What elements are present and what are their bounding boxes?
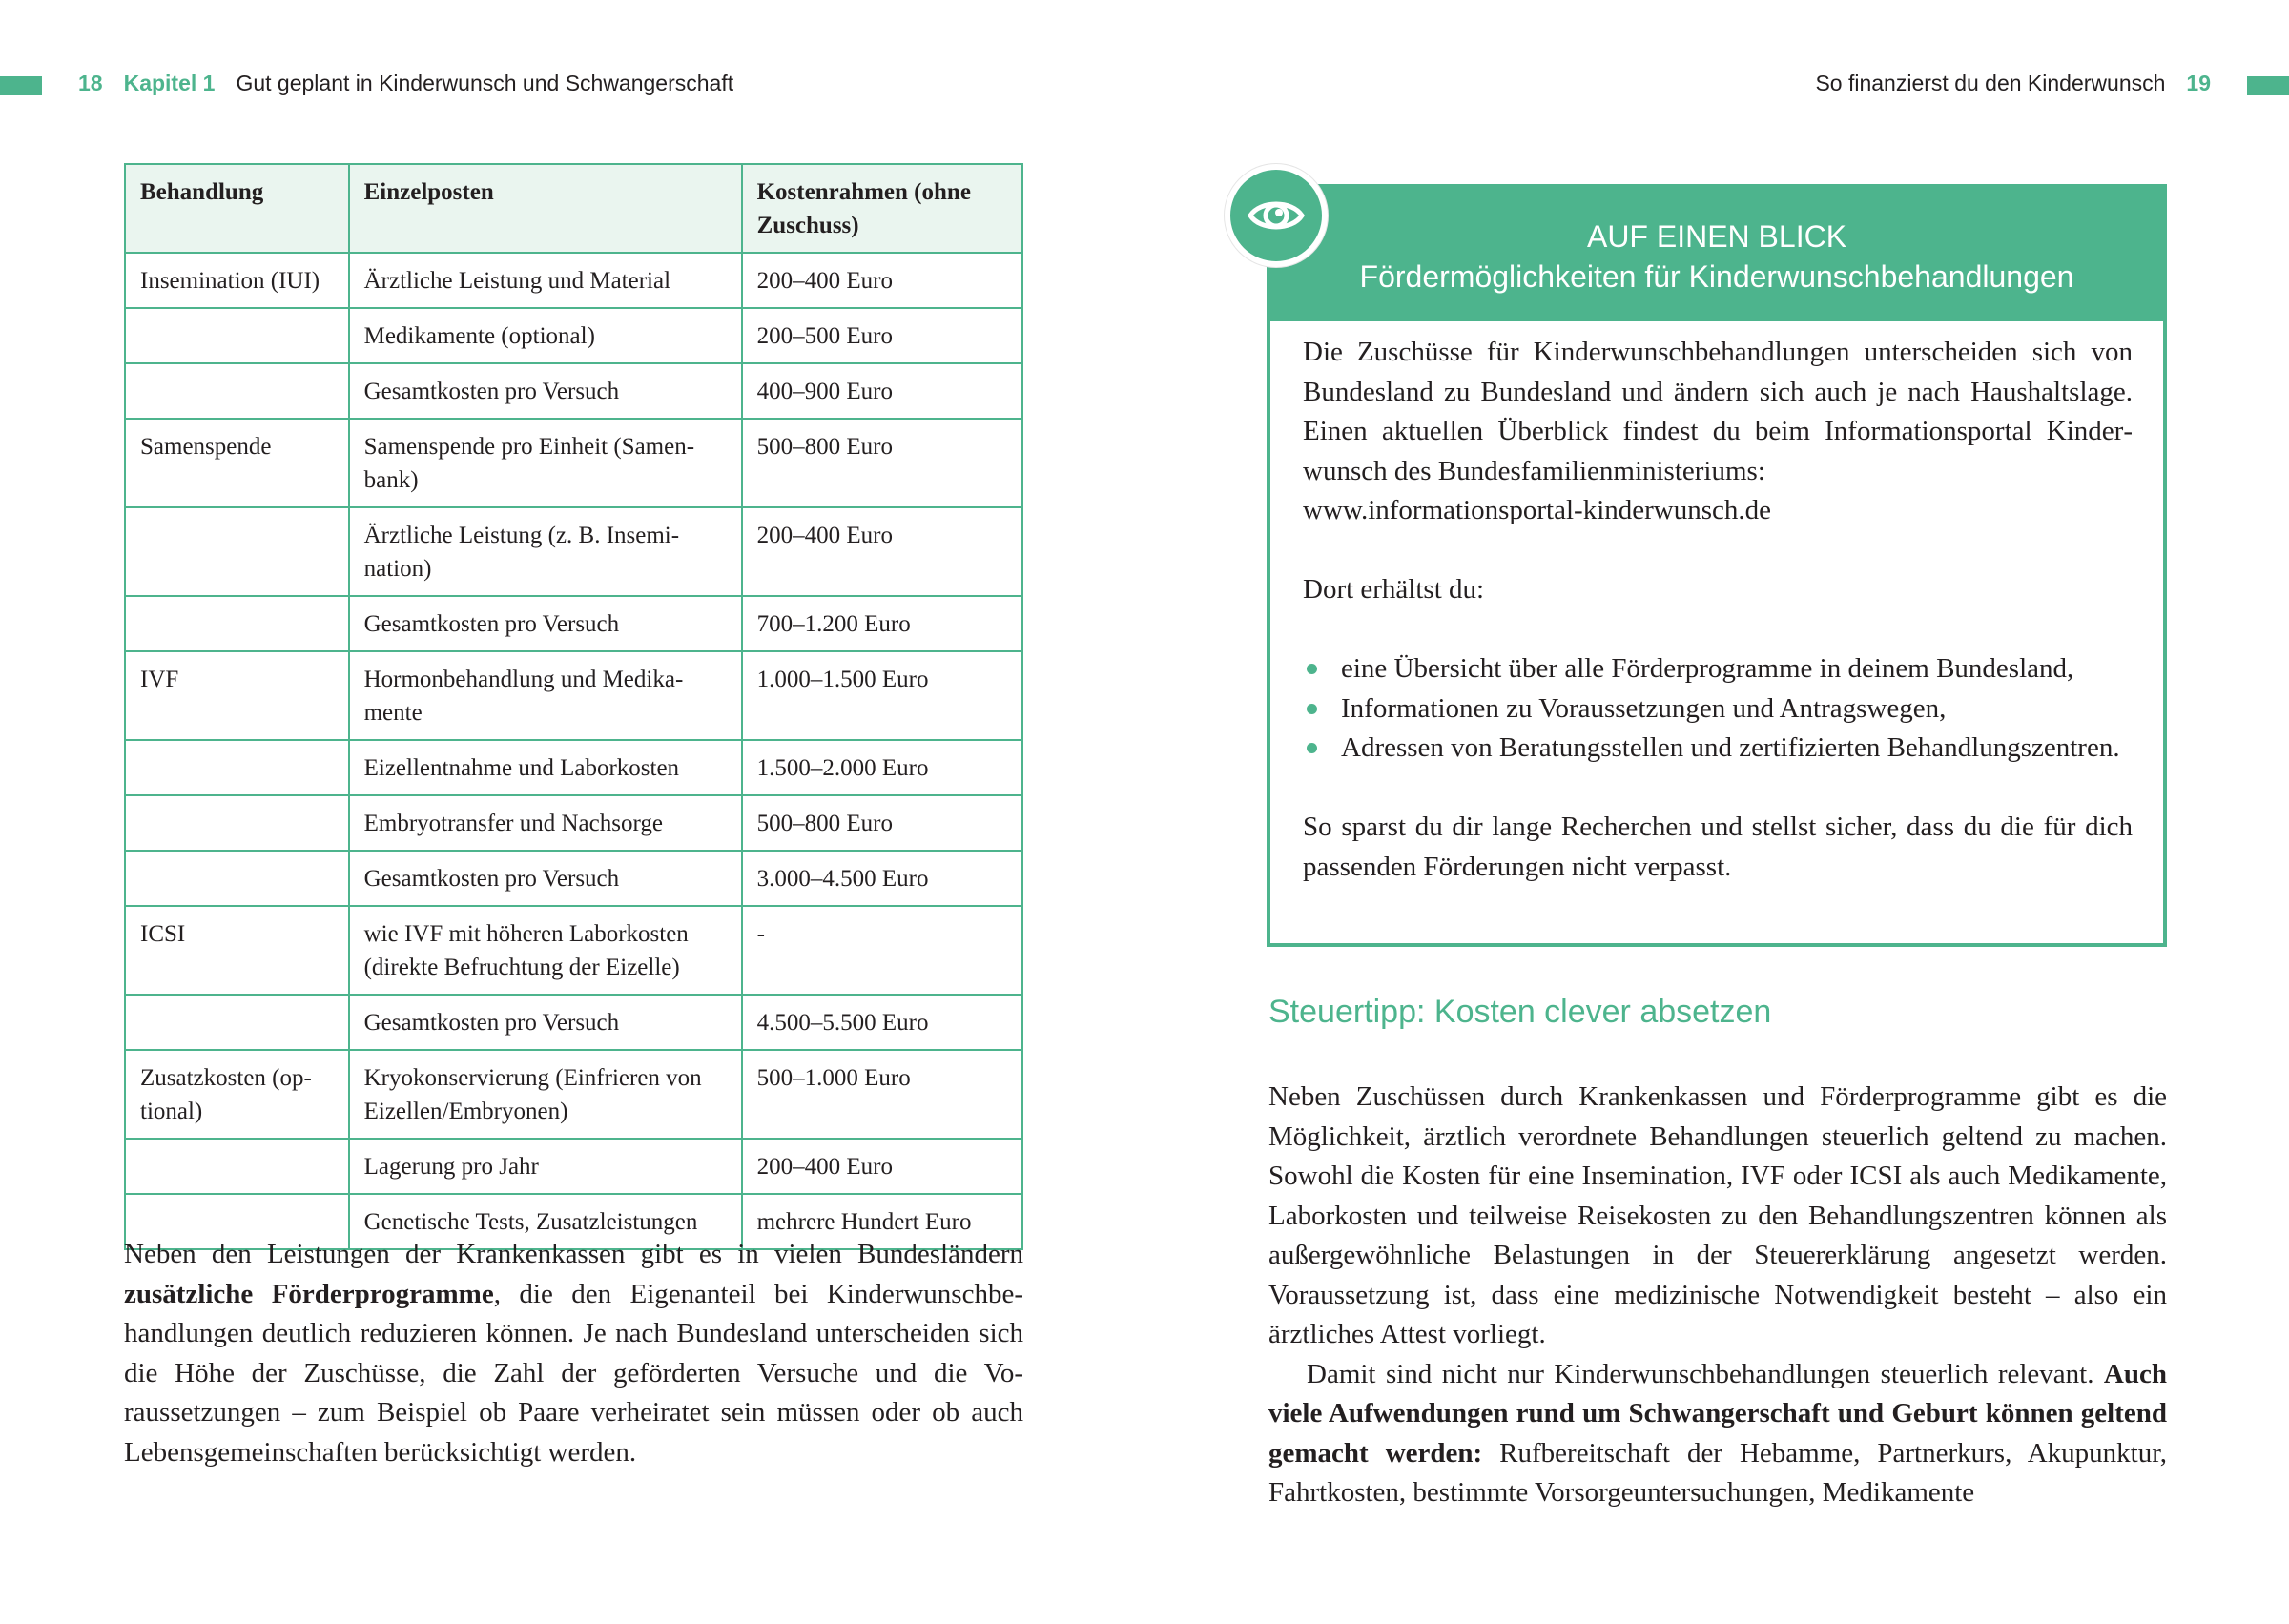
- table-cell: [125, 740, 349, 795]
- chapter-label: Kapitel 1: [123, 71, 216, 95]
- table-row: [125, 507, 1022, 596]
- table-row: [125, 740, 1022, 795]
- table-cell: [125, 995, 349, 1050]
- table-cell: 1.000–1.500 Euro: [742, 651, 1022, 740]
- table-cell: 1.500–2.000 Euro: [742, 740, 1022, 795]
- list-item: Adressen von Beratungsstellen und zertifizierten Behandlungszentren.: [1303, 729, 2133, 769]
- table-cell: 200–500 Euro: [742, 308, 1022, 363]
- table-cell: 3.000–4.500 Euro: [742, 851, 1022, 906]
- table-cell: Gesamtkosten pro Versuch: [349, 851, 742, 906]
- table-cell: 200–400 Euro: [742, 507, 1022, 596]
- running-header-right: [1815, 71, 2211, 96]
- table-cell: 4.500–5.500 Euro: [742, 995, 1022, 1050]
- tip-paragraph-2-bold: Auch viele Aufwendungen rund um Schwangerschaft und Geburt können geltend gemacht werden:: [1268, 1358, 2167, 1469]
- info-badge: [1225, 164, 1328, 267]
- info-box: [1267, 184, 2167, 947]
- tip-paragraph-2-text: Damit sind nicht nur Kinderwunschbehandlungen steuerlich relevant.: [1307, 1358, 2104, 1389]
- table-cell: Samenspende pro Einheit (Samenbank): [349, 419, 742, 507]
- eye-icon: [1247, 186, 1306, 245]
- table-cell: 500–800 Euro: [742, 419, 1022, 507]
- info-bullet-list: [1303, 649, 2133, 769]
- info-intro: Die Zuschüsse für Kinderwunschbehandlungen unterscheiden sich von Bundesland zu Bundesland und ändern sich auch je nach Haushaltslage. Einen aktuellen Überblick findest du beim Informationsportal Kinderwunsch des Bundesfamilienministeriums:: [1303, 337, 2133, 486]
- table-cell: 200–400 Euro: [742, 253, 1022, 308]
- table-cell: 500–1.000 Euro: [742, 1050, 1022, 1139]
- table-row: [125, 596, 1022, 651]
- table-row: [125, 651, 1022, 740]
- table-cell: 200–400 Euro: [742, 1139, 1022, 1194]
- table-cell: [125, 1139, 349, 1194]
- table-cell: mehrere Hundert Euro: [742, 1194, 1022, 1249]
- info-box-body: [1303, 188, 2133, 887]
- table-cell: Genetische Tests, Zusatzleistungen: [349, 1194, 742, 1249]
- table-cell: Embryotransfer und Nachsorge: [349, 795, 742, 851]
- table-cell: [125, 507, 349, 596]
- table-cell: Zusatzkosten (optional): [125, 1050, 349, 1139]
- list-item: Informationen zu Voraussetzungen und Antragswegen,: [1303, 689, 2133, 730]
- table-cell: [125, 308, 349, 363]
- table-cell: [125, 851, 349, 906]
- table-cell: Lagerung pro Jahr: [349, 1139, 742, 1194]
- table-cell: Ärztliche Leistung (z. B. Insemination): [349, 507, 742, 596]
- info-lead: Dort erhältst du:: [1303, 574, 1485, 605]
- table-header-row: [125, 164, 1022, 253]
- page-number-left: 18: [78, 71, 103, 95]
- edge-marker-right: [2247, 76, 2289, 95]
- edge-marker-left: [0, 76, 42, 95]
- running-header-left: [78, 71, 733, 96]
- tip-paragraph-1: Neben Zuschüssen durch Krankenkassen und Förderprogramme gibt es die Möglichkeit, ärztlich verordnete Behandlungen steuerlich geltend zu machen. Sowohl die Kosten für eine Insemination, IVF oder ICSI als auch Medikamente, Laborkosten und teilweise Reisekosten zu den Behandlungszentren können als außergewöhnliche Belastungen in der Steuererklärung angesetzt werden. Voraussetzung ist, dass eine medizinische Notwendigkeit besteht – also ein ärztliches Attest vorliegt.: [1268, 1081, 2167, 1349]
- left-body-bold: zusätzliche Förderprogramme: [124, 1278, 494, 1309]
- table-cell: Gesamtkosten pro Versuch: [349, 596, 742, 651]
- table-cell: Ärztliche Leistung und Material: [349, 253, 742, 308]
- table-cell: IVF: [125, 651, 349, 740]
- section-title: So finanzierst du den Kinderwunsch: [1815, 71, 2166, 95]
- table-cell: ICSI: [125, 906, 349, 995]
- table-cell: 500–800 Euro: [742, 795, 1022, 851]
- left-body-paragraph: [124, 1235, 1023, 1472]
- column-header-kostenrahmen: Kostenrahmen (ohne Zuschuss): [742, 164, 1022, 253]
- table-row: [125, 363, 1022, 419]
- table-row: [125, 308, 1022, 363]
- table-cell: 400–900 Euro: [742, 363, 1022, 419]
- column-header-behandlung: Behandlung: [125, 164, 349, 253]
- table-cell: -: [742, 906, 1022, 995]
- table-cell: 700–1.200 Euro: [742, 596, 1022, 651]
- table-cell: wie IVF mit höheren Laborkosten (direkte Befruchtung der Eizelle): [349, 906, 742, 995]
- table-cell: Eizellentnahme und Laborkosten: [349, 740, 742, 795]
- table-row: [125, 1050, 1022, 1139]
- table-row: [125, 795, 1022, 851]
- table-cell: Insemination (IUI): [125, 253, 349, 308]
- table-cell: Kryokonservierung (Einfrieren von Eizellen/Embryonen): [349, 1050, 742, 1139]
- table-cell: Medikamente (optional): [349, 308, 742, 363]
- tip-paragraph-2: [1268, 1355, 2167, 1513]
- info-url-link[interactable]: www.informationsportal-kinderwunsch.de: [1303, 495, 1772, 525]
- table-row: [125, 253, 1022, 308]
- table-cell: Gesamtkosten pro Versuch: [349, 995, 742, 1050]
- page-number-right: 19: [2186, 71, 2211, 95]
- info-closing: So sparst du dir lange Recherchen und stellst sicher, dass du die für dich passenden Förderungen nicht verpasst.: [1303, 812, 2133, 882]
- table-row: [125, 995, 1022, 1050]
- table-row: [125, 851, 1022, 906]
- book-title: Gut geplant in Kinderwunsch und Schwangerschaft: [236, 71, 734, 95]
- table-row: [125, 419, 1022, 507]
- column-header-einzelposten: Einzelposten: [349, 164, 742, 253]
- table-cell: Samenspende: [125, 419, 349, 507]
- cost-table: [124, 163, 1023, 1250]
- info-box-title: AUF EINEN BLICK: [1586, 219, 1847, 254]
- tip-paragraph-2-end: Rufbereitschaft der Hebamme, Partnerkurs, Akupunktur, Fahrtkosten, bestimmte Vorsorgeuntersuchungen, Medikamente: [1268, 1437, 2167, 1508]
- table-row: [125, 906, 1022, 995]
- table-cell: Gesamtkosten pro Versuch: [349, 363, 742, 419]
- list-item: eine Übersicht über alle Förderprogramme in deinem Bundesland,: [1303, 649, 2133, 689]
- right-body-text: [1268, 1078, 2167, 1513]
- info-box-subtitle: Fördermöglichkeiten für Kinderwunschbehandlungen: [1359, 259, 2074, 294]
- table-cell: [125, 795, 349, 851]
- table-cell: Hormonbehandlung und Medikamente: [349, 651, 742, 740]
- left-body-text: Neben den Leistungen der Krankenkassen gibt es in vielen Bundesländern: [124, 1239, 1023, 1269]
- table-cell: [125, 596, 349, 651]
- section-heading: Steuertipp: Kosten clever absetzen: [1268, 994, 1772, 1030]
- left-body-text-continued: , die den Eigenanteil bei Kinderwunschbehandlungen deutlich reduzieren können. Je nach Bundesland unterscheiden sich die Höhe der Zuschüsse, die Zahl der geförderten Versuche und die Voraussetzungen – zum Beispiel ob Paare verheiratet sein müssen oder ob auch Lebensgemeinschaften berücksichtigt werden.: [124, 1278, 1023, 1468]
- table-cell: [125, 363, 349, 419]
- table-row: [125, 1139, 1022, 1194]
